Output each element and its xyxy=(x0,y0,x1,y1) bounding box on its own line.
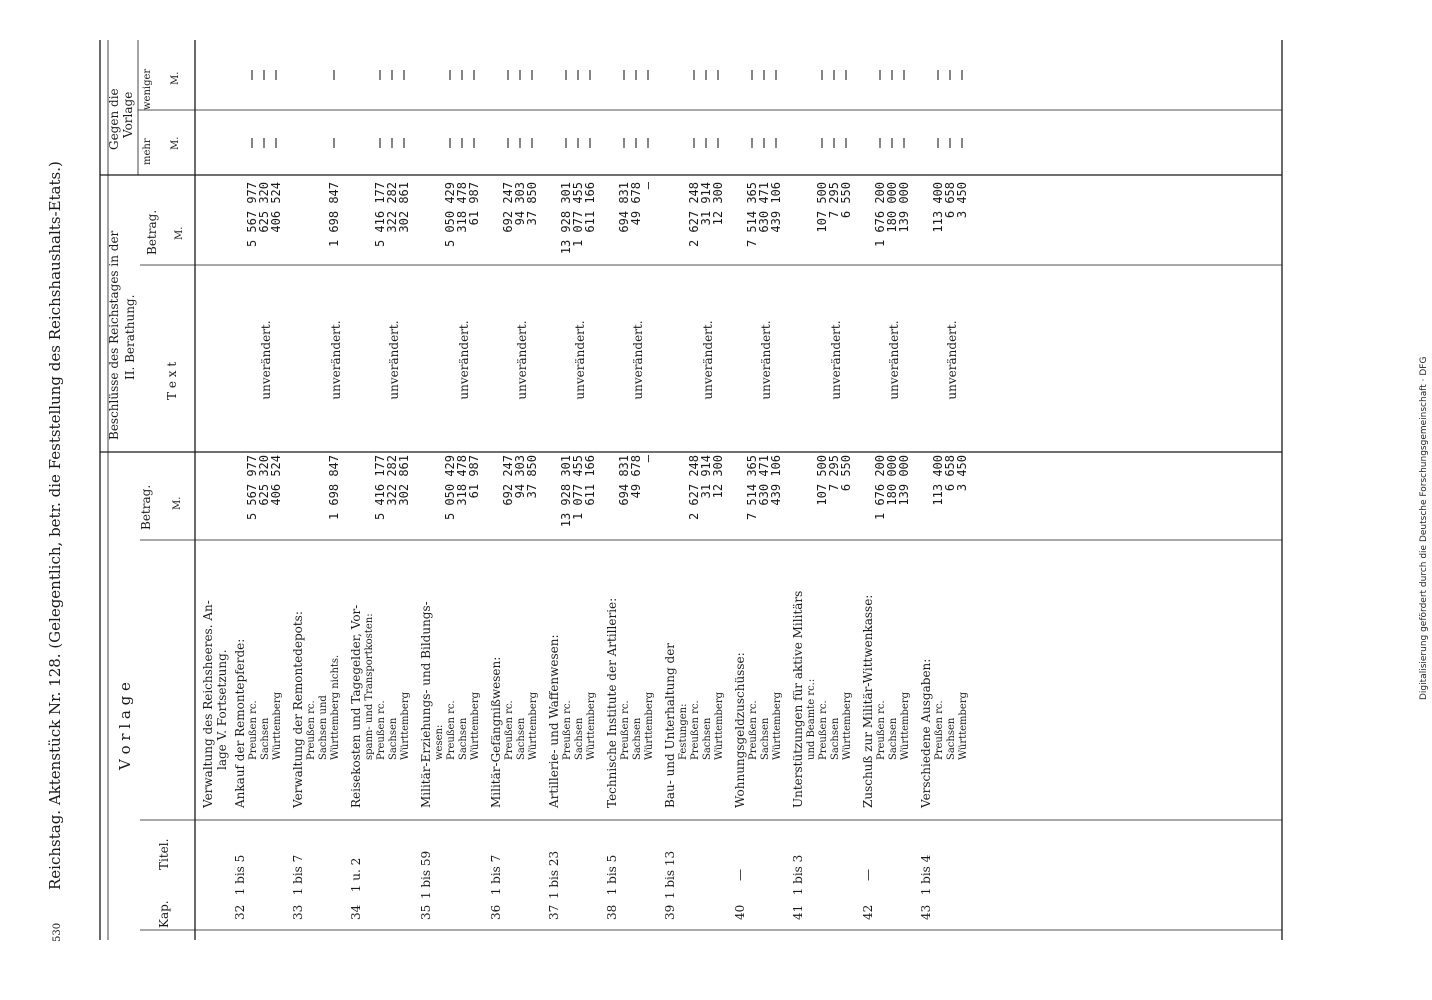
row-value: 5 416 177 xyxy=(373,455,387,521)
header-text: T e x t xyxy=(165,361,179,400)
row-subentry: Preußen rc. xyxy=(818,700,829,760)
row-subentry: und Beamte rc.: xyxy=(806,678,817,760)
row-result-value: 322 282 xyxy=(385,182,399,233)
row-subentry: Württemberg xyxy=(842,691,853,760)
row-result-value: — xyxy=(641,182,655,190)
row-subentry: wesen: xyxy=(434,724,445,760)
row-value: 625 320 xyxy=(257,455,271,506)
header-kap: Kap. xyxy=(157,900,171,928)
row-subentry: Festungen: xyxy=(678,703,689,760)
row-result-value: 12 300 xyxy=(711,182,725,226)
row-result-value: 94 303 xyxy=(513,182,527,226)
row-kap: 35 xyxy=(419,904,433,920)
row-value: 7 295 xyxy=(827,455,841,492)
row-subentry: Württemberg xyxy=(958,691,969,760)
row-titel: 1 bis 3 xyxy=(791,854,805,896)
row-subentry: Preußen rc. xyxy=(248,700,259,760)
row-value: 61 987 xyxy=(467,455,481,499)
row-result-value: 31 914 xyxy=(699,182,713,226)
row-kap: 39 xyxy=(663,904,677,920)
row-subentry: Sachsen xyxy=(260,717,271,760)
row-subentry: Sachsen xyxy=(760,717,771,760)
row-value: 107 500 xyxy=(815,455,829,506)
header-mehr: mehr xyxy=(142,138,153,165)
row-result-value: 113 400 xyxy=(931,182,945,233)
row-unchanged-text: unverändert. xyxy=(259,320,273,400)
row-value: 322 282 xyxy=(385,455,399,506)
header-betrag-2-mark: M. xyxy=(174,226,185,240)
header-vorlage: V o r l a g e xyxy=(116,682,134,770)
row-result-value: 13 928 301 xyxy=(559,182,573,255)
dfg-funding-note: Digitalisierung gefördert durch die Deutsche Forschungsgemeinschaft · DFG xyxy=(1419,356,1429,700)
row-subentry: Württemberg xyxy=(586,691,597,760)
row-value: 2 627 248 xyxy=(687,455,701,521)
intro-heading-2: lage V. Fortsetzung. xyxy=(215,649,229,770)
row-subentry: Württemberg xyxy=(528,691,539,760)
header-betrag-mark: M. xyxy=(172,496,183,510)
row-result-value: 6 658 xyxy=(943,182,957,219)
row-unchanged-text: unverändert. xyxy=(945,320,959,400)
row-subentry: spann- und Transportkosten: xyxy=(364,613,375,760)
row-result-value: 139 000 xyxy=(897,182,911,233)
row-unchanged-text: unverändert. xyxy=(387,320,401,400)
row-subentry: Preußen rc. xyxy=(690,700,701,760)
row-subentry: Preußen rc. xyxy=(876,700,887,760)
row-value: 12 300 xyxy=(711,455,725,499)
row-value: 7 514 365 xyxy=(745,455,759,521)
row-value: 13 928 301 xyxy=(559,455,573,528)
row-titel: 1 bis 7 xyxy=(489,854,503,896)
row-value: 692 247 xyxy=(501,455,515,506)
row-description: Artillerie- und Waffenwesen: xyxy=(547,634,561,808)
row-result-value: 5 567 977 xyxy=(245,182,259,248)
row-result-value: 2 627 248 xyxy=(687,182,701,248)
page-number: 530 xyxy=(52,922,63,942)
row-value: 611 166 xyxy=(583,455,597,506)
row-value: 31 914 xyxy=(699,455,713,499)
row-description: Unterstützungen für aktive Militärs xyxy=(791,590,805,808)
row-value: 6 550 xyxy=(839,455,853,492)
row-kap: 37 xyxy=(547,904,561,920)
row-titel: 1 bis 59 xyxy=(419,850,433,900)
row-subentry: Sachsen xyxy=(946,717,957,760)
row-subentry: Württemberg xyxy=(900,691,911,760)
row-subentry: Württemberg xyxy=(644,691,655,760)
header-gegen: Gegen die xyxy=(107,88,121,150)
row-description: Wohnungsgeldzuschüsse: xyxy=(733,652,747,808)
row-titel: 1 u. 2 xyxy=(349,857,363,893)
row-result-value: 1 698 847 xyxy=(327,182,341,248)
row-result-value: 61 987 xyxy=(467,182,481,226)
row-result-value: 302 861 xyxy=(397,182,411,233)
header-weniger: weniger xyxy=(142,68,153,110)
row-titel: 1 bis 13 xyxy=(663,850,677,900)
row-description: Ankauf der Remontepferde: xyxy=(233,638,247,808)
header-betrag: Betrag. xyxy=(139,484,153,530)
row-value: 37 850 xyxy=(525,455,539,499)
row-subentry: Sachsen xyxy=(830,717,841,760)
row-subentry: Württemberg xyxy=(714,691,725,760)
row-unchanged-text: unverändert. xyxy=(457,320,471,400)
row-result-value: 439 106 xyxy=(769,182,783,233)
row-kap: 40 xyxy=(733,904,747,920)
row-value: 5 050 429 xyxy=(443,455,457,521)
row-unchanged-text: unverändert. xyxy=(701,320,715,400)
row-result-value: 5 050 429 xyxy=(443,182,457,248)
row-titel: 1 bis 7 xyxy=(291,854,305,896)
row-subentry: Preußen rc. xyxy=(620,700,631,760)
row-titel: — xyxy=(861,869,875,881)
row-kap: 43 xyxy=(919,904,933,920)
running-title: Reichstag. Aktenstück Nr. 128. (Gelegentlich, betr. die Feststellung des Reichshaushalts-Etats.) xyxy=(46,161,64,890)
row-description: Verschiedene Ausgaben: xyxy=(919,658,933,808)
header-titel: Titel. xyxy=(157,838,171,870)
header-beratung: II. Berathung. xyxy=(123,294,137,380)
row-result-value: 611 166 xyxy=(583,182,597,233)
row-subentry: Preußen rc. xyxy=(446,700,457,760)
row-titel: — xyxy=(733,869,747,881)
row-value: 1 698 847 xyxy=(327,455,341,521)
row-subentry: Württemberg xyxy=(470,691,481,760)
row-result-value: 49 678 xyxy=(629,182,643,226)
row-result-value: 6 550 xyxy=(839,182,853,219)
header-mehr-mark: M. xyxy=(170,136,181,150)
row-unchanged-text: unverändert. xyxy=(573,320,587,400)
row-value: 49 678 xyxy=(629,455,643,499)
row-value: 694 831 xyxy=(617,455,631,506)
row-result-value: 5 416 177 xyxy=(373,182,387,248)
header-weniger-mark: M. xyxy=(170,71,181,85)
row-result-value: 630 471 xyxy=(757,182,771,233)
row-description: Verwaltung der Remontedepots: xyxy=(291,611,305,808)
row-titel: 1 bis 4 xyxy=(919,854,933,896)
row-value: 406 524 xyxy=(269,455,283,506)
row-unchanged-text: unverändert. xyxy=(515,320,529,400)
row-result-value: 625 320 xyxy=(257,182,271,233)
row-value: 3 450 xyxy=(955,455,969,492)
row-value: 180 000 xyxy=(885,455,899,506)
row-result-value: 318 478 xyxy=(455,182,469,233)
row-subentry: Preußen rc. xyxy=(306,700,317,760)
row-value: 113 400 xyxy=(931,455,945,506)
row-description: Zuschuß zur Militär-Wittwenkasse: xyxy=(861,594,875,808)
row-kap: 34 xyxy=(349,904,363,920)
row-description: Militär-Gefängnißwesen: xyxy=(489,656,503,808)
header-betrag-2: Betrag. xyxy=(145,209,159,255)
row-subentry: Sachsen xyxy=(888,717,899,760)
header-beschluesse: Beschlüsse des Reichstages in der xyxy=(107,230,121,440)
row-subentry: Sachsen xyxy=(388,717,399,760)
row-unchanged-text: unverändert. xyxy=(329,320,343,400)
row-value: 1 676 200 xyxy=(873,455,887,521)
row-subentry: Preußen rc. xyxy=(504,700,515,760)
row-value: 139 000 xyxy=(897,455,911,506)
row-result-value: 692 247 xyxy=(501,182,515,233)
row-value: 1 077 455 xyxy=(571,455,585,521)
row-subentry: Württemberg xyxy=(772,691,783,760)
row-value: 318 478 xyxy=(455,455,469,506)
row-result-value: 180 000 xyxy=(885,182,899,233)
row-value: 439 106 xyxy=(769,455,783,506)
row-value: 6 658 xyxy=(943,455,957,492)
row-subentry: Sachsen xyxy=(632,717,643,760)
row-unchanged-text: unverändert. xyxy=(631,320,645,400)
row-description: Militär-Erziehungs- und Bildungs- xyxy=(419,601,433,808)
row-description: Bau- und Unterhaltung der xyxy=(663,642,677,808)
row-subentry: Preußen rc. xyxy=(748,700,759,760)
row-subentry: Sachsen xyxy=(458,717,469,760)
row-value: — xyxy=(641,455,655,463)
row-description: Reisekosten und Tagegelder, Vor- xyxy=(349,604,363,808)
row-titel: 1 bis 5 xyxy=(233,854,247,896)
row-titel: 1 bis 5 xyxy=(605,854,619,896)
row-value: 94 303 xyxy=(513,455,527,499)
row-kap: 42 xyxy=(861,904,875,920)
row-unchanged-text: unverändert. xyxy=(887,320,901,400)
row-subentry: Preußen rc. xyxy=(376,700,387,760)
row-subentry: Preußen rc. xyxy=(562,700,573,760)
row-result-value: 3 450 xyxy=(955,182,969,219)
row-result-value: 7 295 xyxy=(827,182,841,219)
row-subentry: Württemberg xyxy=(272,691,283,760)
header-vorlage-small: Vorlage xyxy=(121,91,135,138)
row-subentry: Sachsen xyxy=(702,717,713,760)
row-result-value: 1 676 200 xyxy=(873,182,887,248)
row-unchanged-text: unverändert. xyxy=(829,320,843,400)
row-result-value: 37 850 xyxy=(525,182,539,226)
row-subentry: Sachsen xyxy=(516,717,527,760)
row-kap: 38 xyxy=(605,904,619,920)
row-value: 630 471 xyxy=(757,455,771,506)
row-unchanged-text: unverändert. xyxy=(759,320,773,400)
row-result-value: 694 831 xyxy=(617,182,631,233)
row-result-value: 7 514 365 xyxy=(745,182,759,248)
row-kap: 32 xyxy=(233,904,247,920)
row-kap: 41 xyxy=(791,904,805,920)
row-result-value: 406 524 xyxy=(269,182,283,233)
row-kap: 36 xyxy=(489,904,503,920)
row-subentry: Preußen rc. xyxy=(934,700,945,760)
intro-heading: Verwaltung des Reichsheeres. An- xyxy=(201,600,215,808)
row-result-value: 1 077 455 xyxy=(571,182,585,248)
row-kap: 33 xyxy=(291,904,305,920)
row-value: 5 567 977 xyxy=(245,455,259,521)
row-subentry: Sachsen und xyxy=(318,695,329,760)
row-subentry: Württemberg nichts. xyxy=(330,654,341,760)
row-result-value: 107 500 xyxy=(815,182,829,233)
row-titel: 1 bis 23 xyxy=(547,850,561,900)
row-value: 302 861 xyxy=(397,455,411,506)
row-subentry: Württemberg xyxy=(400,691,411,760)
row-subentry: Sachsen xyxy=(574,717,585,760)
row-description: Technische Institute der Artillerie: xyxy=(605,597,619,808)
